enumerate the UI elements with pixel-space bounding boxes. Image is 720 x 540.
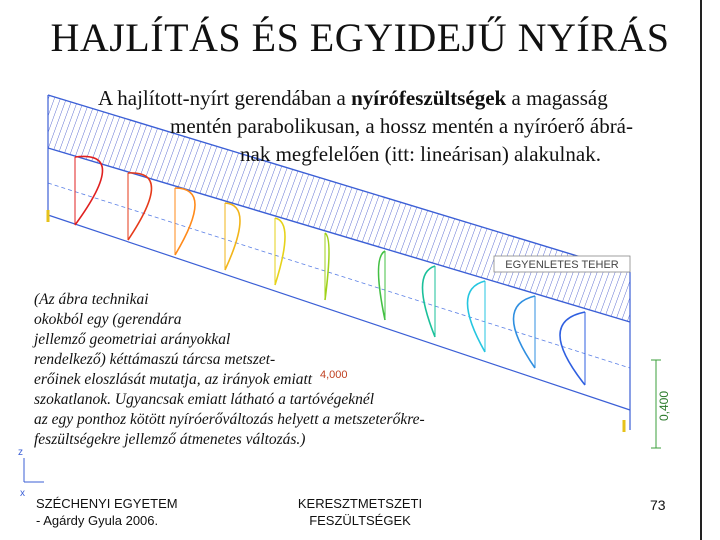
shear-parabola-7 xyxy=(379,251,386,320)
shear-parabola-3 xyxy=(175,188,195,255)
footer-author-name: - Agárdy Gyula 2006. xyxy=(36,513,159,528)
note-line: okokból egy (gerendára xyxy=(34,311,182,328)
note-line: szokatlanok. Ugyancsak emiatt látható a tartóvégeknél xyxy=(34,391,375,408)
intro-line-1-post: a magasság xyxy=(506,86,608,110)
height-dim-label: 0,400 xyxy=(657,390,671,422)
page-number: 73 xyxy=(650,497,666,513)
shear-parabola-11 xyxy=(560,312,585,385)
note-line: rendelkező) kéttámaszú tárcsa metszet- xyxy=(34,351,276,368)
note-line: az egy ponthoz kötött nyíróerőváltozás helyett a metszeterőkre- xyxy=(34,411,425,428)
slide-right-border xyxy=(700,0,702,540)
footer-topic-line-1: KERESZTMETSZETI xyxy=(297,496,423,511)
note-line: feszültségekre jellemző átmenetes változás.) xyxy=(34,431,306,448)
intro-line-1-pre: A hajlított-nyírt gerendában a xyxy=(98,86,352,110)
shear-parabola-6 xyxy=(325,233,329,300)
shear-parabola-5 xyxy=(275,218,285,285)
axis-z-label: z xyxy=(18,447,23,458)
footer-topic xyxy=(280,495,440,529)
intro-line-3: nak megfelelően (itt: lineárisan) alakulnak. xyxy=(240,142,601,166)
intro-line-1 xyxy=(98,84,608,112)
axis-x-label: x xyxy=(20,488,25,499)
intro-line-1-bold: nyírófeszültségek xyxy=(351,86,507,110)
shear-parabola-8 xyxy=(423,266,436,337)
footer-topic-line-2: FESZÜLTSÉGEK xyxy=(309,513,411,528)
slide-title: HAJLÍTÁS ÉS EGYIDEJŰ NYÍRÁS xyxy=(50,15,670,60)
note-line: (Az ábra technikai xyxy=(34,291,149,308)
shear-parabola-4 xyxy=(225,203,240,270)
intro-line-2: mentén parabolikusan, a hossz mentén a nyíróerő ábrá- xyxy=(170,114,633,138)
shear-parabola-9 xyxy=(468,281,486,352)
shear-parabola-2 xyxy=(128,173,152,240)
length-dim-label: 4,000 xyxy=(320,369,348,381)
note-line: jellemző geometriai arányokkal xyxy=(34,331,231,348)
footer-author xyxy=(36,495,178,529)
load-label: EGYENLETES TEHER xyxy=(505,259,619,271)
footer-university: SZÉCHENYI EGYETEM xyxy=(36,496,178,511)
shear-parabola-1 xyxy=(75,156,103,225)
note-line: erőinek eloszlását mutatja, az irányok emiatt xyxy=(34,371,313,388)
